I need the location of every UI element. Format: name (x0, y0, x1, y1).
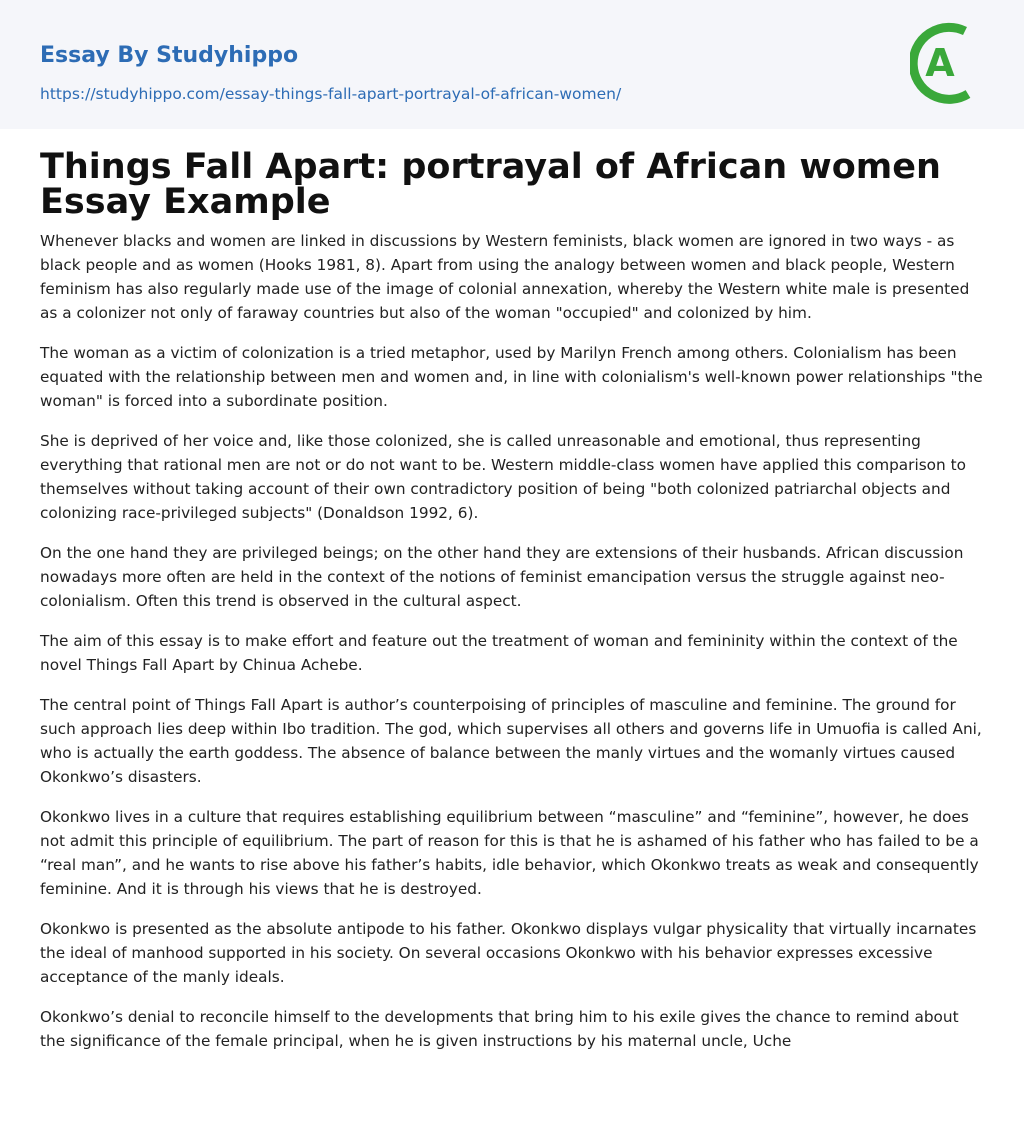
article-body (40, 229, 988, 1069)
paragraph: The central point of Things Fall Apart is author’s counterpoising of principles of masculine and feminine. The ground for such approach lies deep within Ibo tradition. The god, which supervises all others and governs life in Umuofia is called Ani, who is actually the earth goddess. The absence of balance between the manly virtues and the womanly virtues caused Okonkwo’s disasters. (40, 696, 982, 786)
paragraph: The aim of this essay is to make effort and feature out the treatment of woman and femininity within the context of the novel Things Fall Apart by Chinua Achebe. (40, 632, 958, 674)
paragraph: Whenever blacks and women are linked in discussions by Western feminists, black women are ignored in two ways - as black people and as women (Hooks 1981, 8). Apart from using the analogy between women and black people, Western feminism has also regularly made use of the image of colonial annexation, whereby the Western white male is presented as a colonizer not only of faraway countries but also of the woman "occupied" and colonized by him. (40, 232, 970, 322)
studyhippo-logo-icon[interactable] (910, 18, 990, 108)
site-name[interactable]: Essay By Studyhippo (40, 43, 299, 68)
paragraph: She is deprived of her voice and, like those colonized, she is called unreasonable and emotional, thus representing everything that rational men are not or do not want to be. Western middle-class women have applied this comparison to themselves without taking account of their own contradictory position of being "both colonized patriarchal objects and colonizing race-privileged subjects" (Donaldson 1992, 6). (40, 432, 966, 522)
paragraph: The woman as a victim of colonization is a tried metaphor, used by Marilyn French among others. Colonialism has been equated with the relationship between men and women and, in line with colonialism's well-known power relationships "the woman" is forced into a subordinate position. (40, 344, 983, 410)
paragraph: Okonkwo’s denial to reconcile himself to the developments that bring him to his exile gives the chance to remind about the significance of the female principal, when he is given instructions by his maternal uncle, Uche (40, 1008, 959, 1050)
paragraph: Okonkwo lives in a culture that requires establishing equilibrium between “masculine” and “feminine”, however, he does not admit this principle of equilibrium. The part of reason for this is that he is ashamed of his father who has failed to be a “real man”, and he wants to rise above his father’s habits, idle behavior, which Okonkwo treats as weak and consequently feminine. And it is through his views that he is destroyed. (40, 808, 979, 898)
article-title: Things Fall Apart: portrayal of African women Essay Example (40, 147, 941, 222)
site-header (0, 0, 1024, 129)
paragraph: On the one hand they are privileged beings; on the other hand they are extensions of their husbands. African discussion nowadays more often are held in the context of the notions of feminist emancipation versus the struggle against neo-colonialism. Often this trend is observed in the cultural aspect. (40, 544, 964, 610)
logo-letter: A (925, 41, 955, 85)
page-url-link[interactable]: https://studyhippo.com/essay-things-fall-apart-portrayal-of-african-women/ (40, 85, 622, 103)
paragraph: Okonkwo is presented as the absolute antipode to his father. Okonkwo displays vulgar physicality that virtually incarnates the ideal of manhood supported in his society. On several occasions Okonkwo with his behavior expresses excessive acceptance of the manly ideals. (40, 920, 977, 986)
